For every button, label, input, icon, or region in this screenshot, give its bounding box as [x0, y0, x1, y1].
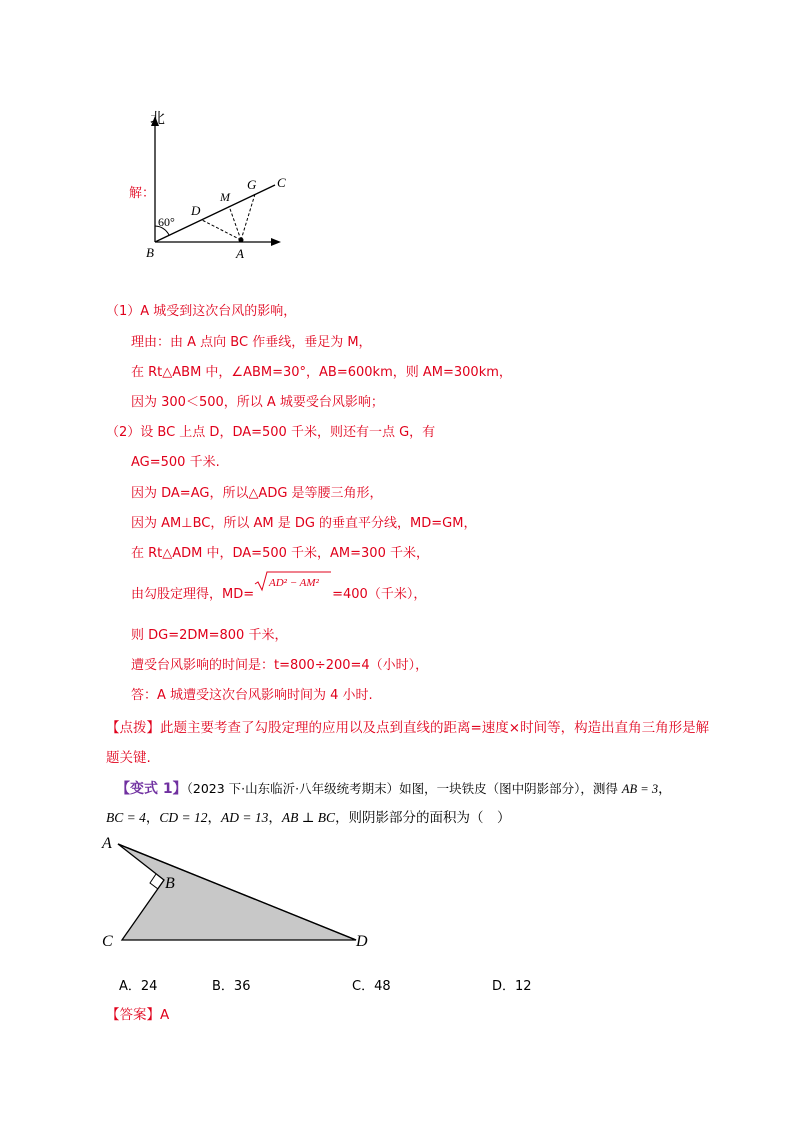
md-suffix: =400（千米）， — [332, 587, 427, 602]
angle-label: 60° — [158, 215, 175, 229]
tip-line-1 — [106, 716, 709, 736]
label-d: D — [356, 933, 368, 950]
solution-line-11: 遭受台风影响的时间是：t=800÷200=4（小时）， — [131, 658, 429, 673]
point-m-label: M — [220, 190, 230, 204]
variant-bc: BC = 4 — [106, 810, 146, 825]
solution-line-1: （1）A 城受到这次台风的影响， — [106, 304, 297, 319]
md-formula-line — [131, 577, 427, 602]
variant-perp: AB ⊥ BC — [281, 810, 336, 825]
point-d-label: D — [191, 203, 201, 218]
label-a: A — [102, 835, 112, 852]
sqrt-radicand: AD² − AM² — [269, 577, 319, 589]
solution-line-4: 因为 300＜500，所以 A 城要受台风影响； — [131, 395, 384, 410]
segment-ag — [241, 194, 255, 240]
variant-cd: CD = 12 — [159, 810, 208, 825]
answer-tag: 【答案】 — [106, 1007, 160, 1023]
variant-ad: AD = 13 — [221, 810, 269, 825]
point-a-label: A — [236, 246, 244, 261]
variant-comma-4: ， — [268, 810, 282, 826]
point-b-label: B — [146, 245, 154, 260]
variant-comma-1: ， — [658, 781, 672, 797]
solution-label: 解： — [129, 186, 156, 201]
variant-ab: AB = 3 — [621, 782, 659, 796]
sqrt-expression — [254, 570, 332, 592]
option-d: D．12 — [492, 979, 532, 994]
solution-line-12: 答：A 城遭受这次台风影响时间为 4 小时. — [131, 688, 373, 703]
variant-tail: ，则阴影部分的面积为（ ） — [335, 810, 511, 826]
option-b: B．36 — [212, 979, 251, 994]
tip-line-2: 题关键. — [106, 750, 151, 766]
label-c: C — [102, 933, 113, 950]
ray-bc — [155, 185, 275, 242]
solution-line-8: 因为 AM⊥BC，所以 AM 是 DG 的垂直平分线，MD=GM， — [131, 516, 477, 531]
variant-source: （2023 下·山东临沂·八年级统考期末）如图，一块铁皮（图中阴影部分），测得 — [186, 781, 618, 796]
variant-line-1 — [116, 777, 672, 798]
solution-line-2: 理由：由 A 点向 BC 作垂线，垂足为 M， — [131, 335, 372, 350]
right-angle-icon — [150, 874, 158, 889]
solution-line-3: 在 Rt△ABM 中，∠ABM=30°，AB=600km，则 AM=300km， — [131, 365, 512, 380]
solution-line-5: （2）设 BC 上点 D，DA=500 千米，则还有一点 G，有 — [106, 425, 436, 440]
point-g-label: G — [247, 177, 257, 192]
variant-line-2 — [106, 806, 511, 826]
north-label: 北 — [150, 111, 166, 127]
variant-tag: 【变式 1】 — [116, 781, 187, 797]
option-c: C．48 — [352, 979, 391, 994]
variant-comma-2: ， — [145, 810, 160, 826]
east-arrow-icon — [271, 238, 281, 246]
bearing-diagram — [140, 102, 300, 262]
solution-line-7: 因为 DA=AG，所以△ADG 是等腰三角形， — [131, 486, 383, 501]
label-b: B — [165, 875, 175, 892]
solution-line-6: AG=500 千米. — [131, 455, 220, 470]
variant-comma-3: ， — [207, 810, 221, 826]
solution-line-10: 则 DG=2DM=800 千米， — [131, 628, 288, 643]
option-a: A．24 — [119, 979, 158, 994]
md-prefix: 由勾股定理得，MD= — [131, 587, 255, 602]
shaded-triangle-diagram — [96, 828, 386, 958]
point-a-dot — [239, 238, 244, 243]
answer-value: A — [160, 1007, 170, 1023]
point-c-label: C — [277, 175, 286, 190]
solution-line-9: 在 Rt△ADM 中，DA=500 千米，AM=300 千米， — [131, 546, 429, 561]
answer-line — [106, 1003, 169, 1023]
tip-text-1: 此题主要考查了勾股定理的应用以及点到直线的距离=速度×时间等，构造出直角三角形是解 — [160, 720, 710, 736]
tip-tag: 【点拨】 — [106, 720, 160, 736]
